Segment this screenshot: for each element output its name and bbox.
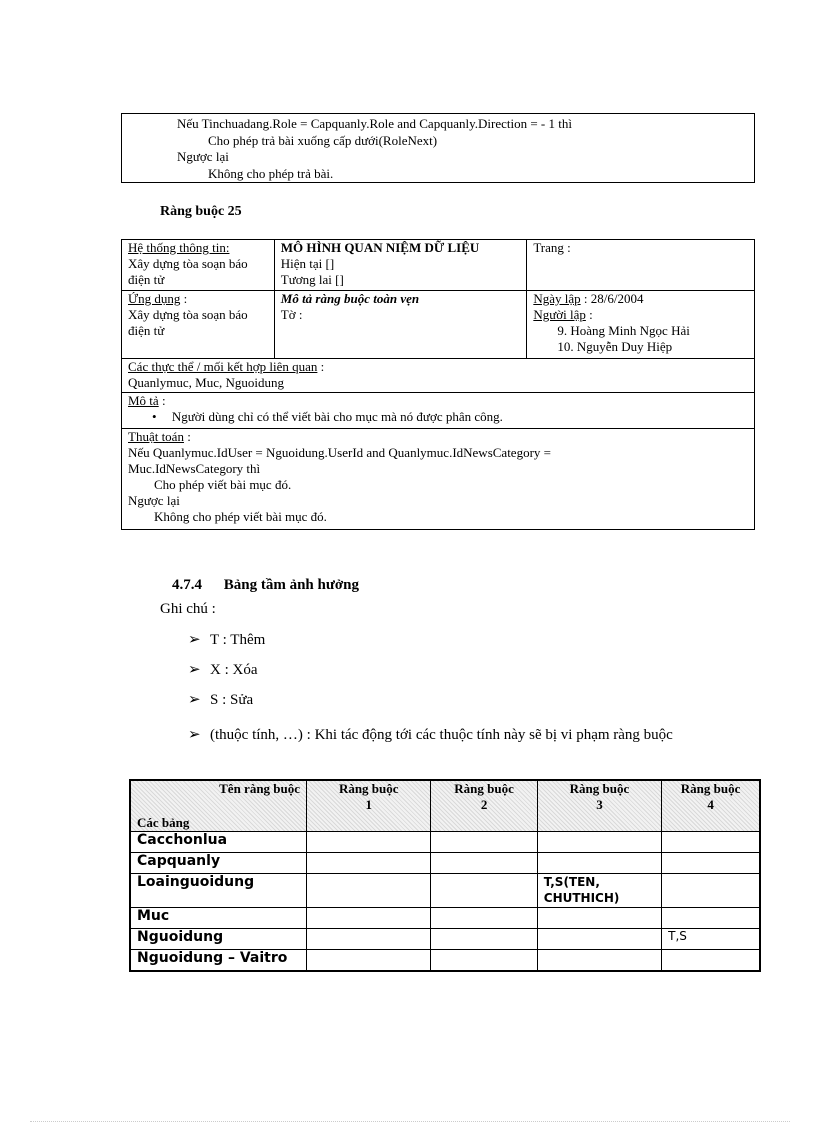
- corner-bottom: Các bảng: [137, 815, 190, 830]
- note-label: Ghi chú :: [160, 601, 216, 617]
- cell: [307, 950, 431, 971]
- desc-cell: [274, 291, 527, 359]
- cell: [431, 908, 537, 929]
- date-label: Ngày lập: [533, 291, 581, 306]
- algo-line-4: Ngược lại: [128, 493, 180, 508]
- row-name: Capquanly: [130, 853, 307, 874]
- top-line-1: Nếu Tinchuadang.Role = Capquanly.Role and Capquanly.Direction = - 1 thì: [177, 116, 572, 131]
- model-current: Hiện tại []: [280, 256, 335, 271]
- author-suffix: :: [585, 307, 593, 322]
- cell: [662, 874, 760, 908]
- arrow-icon: ➢: [188, 632, 201, 648]
- top-line-2: Cho phép trả bài xuống cấp dưới(RoleNext): [208, 133, 438, 148]
- row-name: Cacchonlua: [130, 832, 307, 853]
- bullet-text: S : Sửa: [210, 692, 254, 708]
- cell: [307, 874, 431, 908]
- description-cell: [122, 393, 755, 429]
- model-cell: [274, 240, 527, 291]
- corner-top: Tên ràng buộc: [219, 781, 301, 796]
- row-name: Loainguoidung: [130, 874, 307, 908]
- cell: [537, 908, 661, 929]
- top-line-3: Ngược lại: [177, 149, 229, 164]
- author-2: 10. Nguyễn Duy Hiệp: [557, 339, 673, 354]
- col-header: Ràng buộc 2: [431, 780, 537, 832]
- app-value: Xây dựng tòa soạn báo điện tử: [128, 307, 248, 338]
- col-header: Ràng buộc 1: [307, 780, 431, 832]
- description-item: Người dùng chỉ có thể viết bài cho mục mà nó được phân công.: [171, 409, 503, 424]
- section-heading: [172, 577, 359, 594]
- cell: [662, 950, 760, 971]
- row-name: Muc: [130, 908, 307, 929]
- page-cell: [527, 240, 755, 291]
- cell: [431, 832, 537, 853]
- app-suffix: :: [180, 291, 188, 306]
- algo-line-2: Muc.IdNewsCategory thì: [128, 461, 261, 476]
- row-name: Nguoidung – Vaitro: [130, 950, 307, 971]
- app-cell: [122, 291, 275, 359]
- system-value: Xây dựng tòa soạn báo điện tử: [128, 256, 248, 287]
- system-cell: [122, 240, 275, 291]
- table-row: [130, 853, 760, 874]
- section-title: Bảng tầm ảnh hưởng: [223, 577, 360, 593]
- algo-line-5: Không cho phép viết bài mục đó.: [154, 509, 327, 524]
- bullet-text: X : Xóa: [210, 662, 258, 678]
- entities-suffix: :: [317, 359, 325, 374]
- bullet-dot: •: [152, 409, 157, 424]
- date-cell: [527, 291, 755, 359]
- col-header: Ràng buộc 4: [662, 780, 760, 832]
- entities-cell: [122, 359, 755, 393]
- page-bottom-rule: [30, 1121, 790, 1122]
- table-row: [130, 908, 760, 929]
- entities-value: Quanlymuc, Muc, Nguoidung: [128, 375, 284, 390]
- cell: [431, 950, 537, 971]
- cell: [431, 929, 537, 950]
- table-row: [130, 950, 760, 971]
- description-label: Mô tả: [128, 393, 159, 408]
- cell: [307, 908, 431, 929]
- app-label: Ứng dụng: [128, 291, 181, 306]
- bullet-item: [188, 720, 728, 780]
- cell: [662, 853, 760, 874]
- arrow-icon: ➢: [188, 692, 201, 708]
- table-row: [130, 929, 760, 950]
- algo-line-3: Cho phép viết bài mục đó.: [154, 477, 292, 492]
- bullet-item: [188, 630, 265, 649]
- page-label: Trang :: [533, 240, 571, 255]
- bullet-item: [188, 660, 258, 679]
- cell: [307, 832, 431, 853]
- bullet-text: (thuộc tính, …) : Khi tác động tới các thuộc tính này sẽ bị vi phạm ràng buộc: [210, 727, 673, 743]
- model-future: Tương lai []: [280, 272, 344, 287]
- cell: [431, 874, 537, 908]
- cell: [537, 832, 661, 853]
- author-1: 9. Hoàng Minh Ngọc Hải: [557, 323, 690, 338]
- arrow-icon: ➢: [188, 662, 201, 678]
- system-label: Hệ thống thông tin:: [128, 240, 230, 255]
- cell: [537, 929, 661, 950]
- date-value: : 28/6/2004: [580, 291, 644, 306]
- cell: [537, 950, 661, 971]
- cell: T,S: [662, 929, 760, 950]
- cell: [431, 853, 537, 874]
- author-label: Người lập: [533, 307, 586, 322]
- algorithm-continuation-box: [121, 113, 755, 183]
- bullet-text: T : Thêm: [210, 632, 266, 648]
- constraint-form: [121, 239, 755, 530]
- cell: [662, 908, 760, 929]
- table-row: [130, 832, 760, 853]
- algo-line-1: Nếu Quanlymuc.IdUser = Nguoidung.UserId and Quanlymuc.IdNewsCategory =: [128, 445, 551, 460]
- arrow-icon: ➢: [188, 727, 201, 743]
- section-number: 4.7.4: [172, 577, 202, 593]
- table-row: [130, 874, 760, 908]
- desc-title: Mô tả ràng buộc toàn vẹn: [280, 291, 420, 306]
- entities-label: Các thực thể / mối kết hợp liên quan: [128, 359, 318, 374]
- top-line-4: Không cho phép trả bài.: [208, 166, 334, 181]
- algorithm-cell: [122, 429, 755, 530]
- sheet-label: Tờ :: [280, 307, 303, 322]
- col-header: Ràng buộc 3: [537, 780, 661, 832]
- bullet-item: [188, 690, 253, 709]
- corner-header: [130, 780, 307, 832]
- row-name: Nguoidung: [130, 929, 307, 950]
- cell: [537, 853, 661, 874]
- description-suffix: :: [158, 393, 166, 408]
- cell: T,S(TEN, CHUTHICH): [537, 874, 661, 908]
- cell: [307, 929, 431, 950]
- algorithm-suffix: :: [183, 429, 191, 444]
- cell: [307, 853, 431, 874]
- cell: [662, 832, 760, 853]
- impact-table: [129, 779, 761, 972]
- model-title: MÔ HÌNH QUAN NIỆM DỮ LIỆU: [280, 240, 480, 255]
- constraint-title: Ràng buộc 25: [160, 204, 242, 219]
- algorithm-label: Thuật toán: [128, 429, 184, 444]
